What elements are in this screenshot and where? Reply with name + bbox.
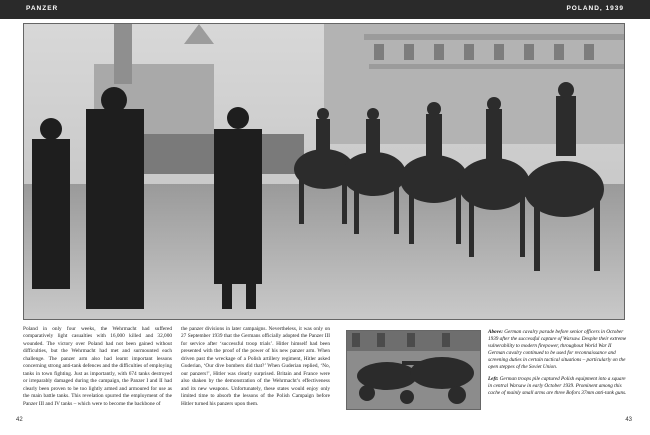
- captured-equipment-photo: [346, 330, 481, 410]
- body-text-column-2: the panzer divisions in later campaigns. Nevertheless, it was only on 27 September 1939 that the Germans officially adopted the Panzer III for service after ‘successful troop trials’. Hitler himself had been presented with the proof of the power of his new panzer arm. When driven past the wreckage of a Polish artillery regiment, Hitler asked Guderian, ‘Our dive bombers did that?’ When Guderian replied, ‘No, our panzers!’, Hitler was clearly surprised. Britain and France were also shaken by the demonstration of the Wehrmacht’s effectiveness and its new weapons. Unfortunately, these states would enjoy only limited time to absorb the lessons of the Polish Campaign before Hitler turned his panzers upon them.: [181, 326, 330, 407]
- page-number-left: 42: [16, 417, 23, 423]
- page-number-right: 43: [625, 417, 632, 423]
- caption-above-text: German cavalry parade before senior officers in October 1939 after the successful capture of Warsaw. Despite their extreme vulnerability to modern firepower, throughout World War II German cavalry continued to be used for reconnaissance and screening duties in certain tactical situations – particularly on the open steppes of the Soviet Union.: [488, 329, 627, 371]
- cavalry-parade-photo: [23, 23, 625, 320]
- running-header-left: PANZER: [26, 5, 59, 12]
- caption-above-lead: Above:: [488, 329, 503, 335]
- caption-left-lead: Left:: [488, 375, 499, 382]
- running-header-bar: [0, 0, 650, 19]
- body-text-column-1: Poland in only four weeks, the Wehrmacht had suffered comparatively light casualties with 16,000 killed and 32,000 wounded. The victory over Poland had not been gained without difficulties, but the Wehrmacht had met and surmounted each challenge. The panzer arm also had learnt important lessons concerning strong anti-tank defences and the difficulties of employing tanks in town fighting. Just as importantly, with 674 tanks destroyed or irreparably damaged during the campaign, the Panzer I and II had clearly been proven to be too lightly armed and armoured for use as the main battle tanks. This revelation spurred the employment of the Panzer III and IV tanks – which were to become the backbone of: [23, 326, 172, 407]
- caption-above: [488, 329, 628, 372]
- running-header-right: POLAND, 1939: [566, 5, 624, 12]
- photo-captions: [488, 329, 628, 401]
- caption-left-text: German troops pile captured Polish equipment into a square in central Warsaw in early October 1939. Prominent among this cache of mainly small arms are three Bofors 37mm anti-tank guns.: [488, 375, 627, 396]
- caption-left: [488, 376, 628, 397]
